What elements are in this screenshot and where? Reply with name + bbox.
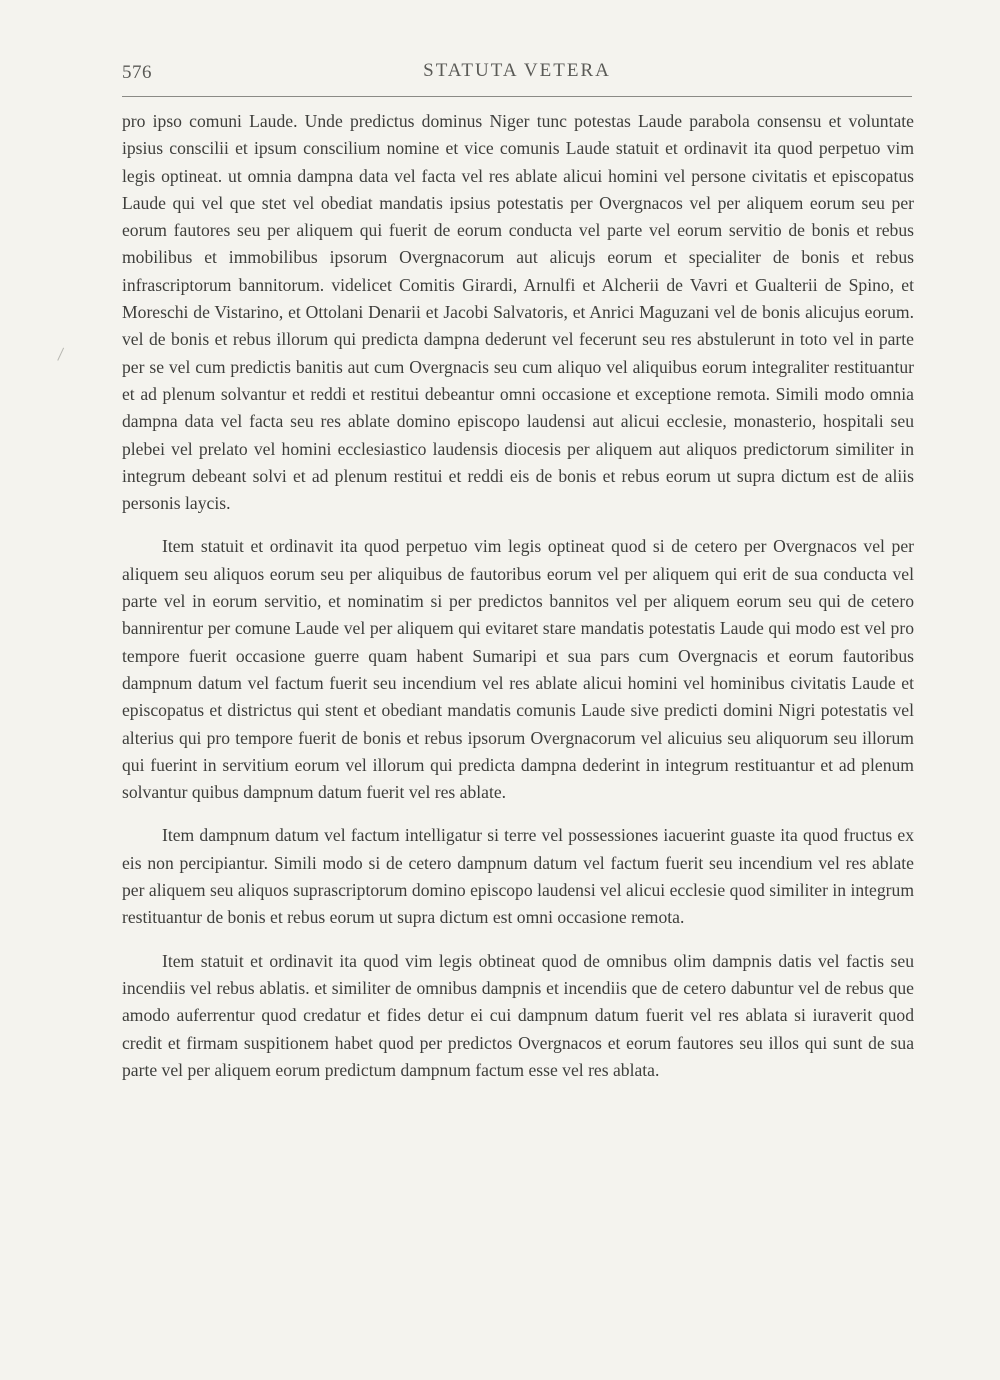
running-title: STATUTA VETERA — [423, 60, 611, 81]
margin-mark — [57, 348, 67, 363]
paragraph: Item statuit et ordinavit ita quod vim legis obtineat quod de omnibus olim dampnis datis vel factis seu incendiis vel rebus ablatis. et similiter de omnibus dampnis et incendiis que de cetero dabuntur vel de rebus que amodo auferrentur quod credatur et fides detur ei cui dampnum datum fuerit vel res ablata si iuraverit quod credit et firmam suspitionem habet quod per predictos Overgnacos et eorum fautores seu illos qui sunt de sua parte vel per aliquem eorum predictum dampnum factum esse vel res ablata. — [122, 950, 914, 1080]
page-number: 576 — [122, 62, 152, 83]
paragraph: Item dampnum datum vel factum intelligatur si terre vel possessiones iacuerint guaste ita quod fructus ex eis non percipiantur. Simili modo si de cetero dampnum datum vel factum fuerit seu incendium vel res ablate per aliquem seu aliquos suprascriptorum domino episcopo laudensi vel alicui ecclesie quod similiter in integrum restituantur de bonis et rebus eorum ut supra dictum est omni occasione remota. — [122, 825, 914, 928]
running-head — [122, 58, 912, 90]
paragraph: pro ipso comuni Laude. Unde predictus dominus Niger tunc potestas Laude parabola consensu et voluntate ipsius conscilii et ipsum conscilium nomine et vice comunis Laude statuit et ordinavit ita quod perpetuo vim legis optineat. ut omnia dampna data vel facta vel res ablate alicui homini vel persone civitatis et episcopatus Laude qui vel que stet vel obediat mandatis ipsius potestatis per Overgnacos vel per aliquem eorum seu per eorum fautores seu per aliquem qui fuerit de eorum conducta vel parte vel eorum servitio de bonis et rebus mobilibus et immobilibus ipsorum Overgnacorum aut alicujs eorum et specialiter de bonis et rebus infrascriptorum bannitorum. videlicet Comitis Girardi, Arnulfi et Alcherii de Vavri et Gualterii de Spino, et Moreschi de Vistarino, et Ottolani Denarii et Jacobi Salvatoris, et Anrici Maguzani vel de bonis alicujus eorum. vel de bonis et rebus illorum qui predicta dampna dederunt vel fecerunt seu res abstulerunt in toto vel in parte per se vel cum predictis banitis aut cum Overgnacis seu cum aliquo vel aliquibus eorum integraliter restituantur et ad plenum solvantur et reddi et restitui debeantur omni occasione et exceptione remota. Simili modo omnia dampna data vel facta seu res ablate domino episcopo laudensi aut alicui ecclesie, monasterio, hospitali seu plebei vel prelato vel homini ecclesiastico laudensis diocesis per aliquem aut aliquos predictorum similiter in integrum debeant solvi et ad plenum restitui et reddi eis de bonis et rebus eorum ut supra dictum est de aliis personis laycis. — [122, 111, 914, 514]
body-text — [122, 108, 914, 1084]
header-rule — [122, 96, 912, 97]
paragraph: Item statuit et ordinavit ita quod perpetuo vim legis optineat quod si de cetero per Overgnacos vel per aliquem seu aliquos eorum seu per aliquibus de fautoribus eorum vel per aliquem qui erit de sua conducta vel parte vel in eorum servitio, et nominatim si per predictos bannitos vel per aliquem eorum seu qui de cetero bannirentur per comune Laude vel per aliquem qui evitaret stare mandatis potestatis Laude qui modo est vel pro tempore fuerit occasione guerre quam habent Sumaripi et sua pars cum Overgnacis et eorum fautoribus dampnum datum vel factum fuerit seu incendium vel res ablate alicui homini vel hominibus civitatis Laude et episcopatus et districtus qui stent et obediant mandatis comunis Laude sive predicti domini Nigri potestatis vel alterius qui pro tempore fuerit de bonis et rebus ipsorum Overgnacorum vel alicuius seu aliquorum seu illorum qui fuerint in servitium eorum vel illorum qui predicta dampna dederint in integrum restituantur et ad plenum solvantur quibus dampnum datum fuerit vel res ablate. — [122, 536, 914, 803]
